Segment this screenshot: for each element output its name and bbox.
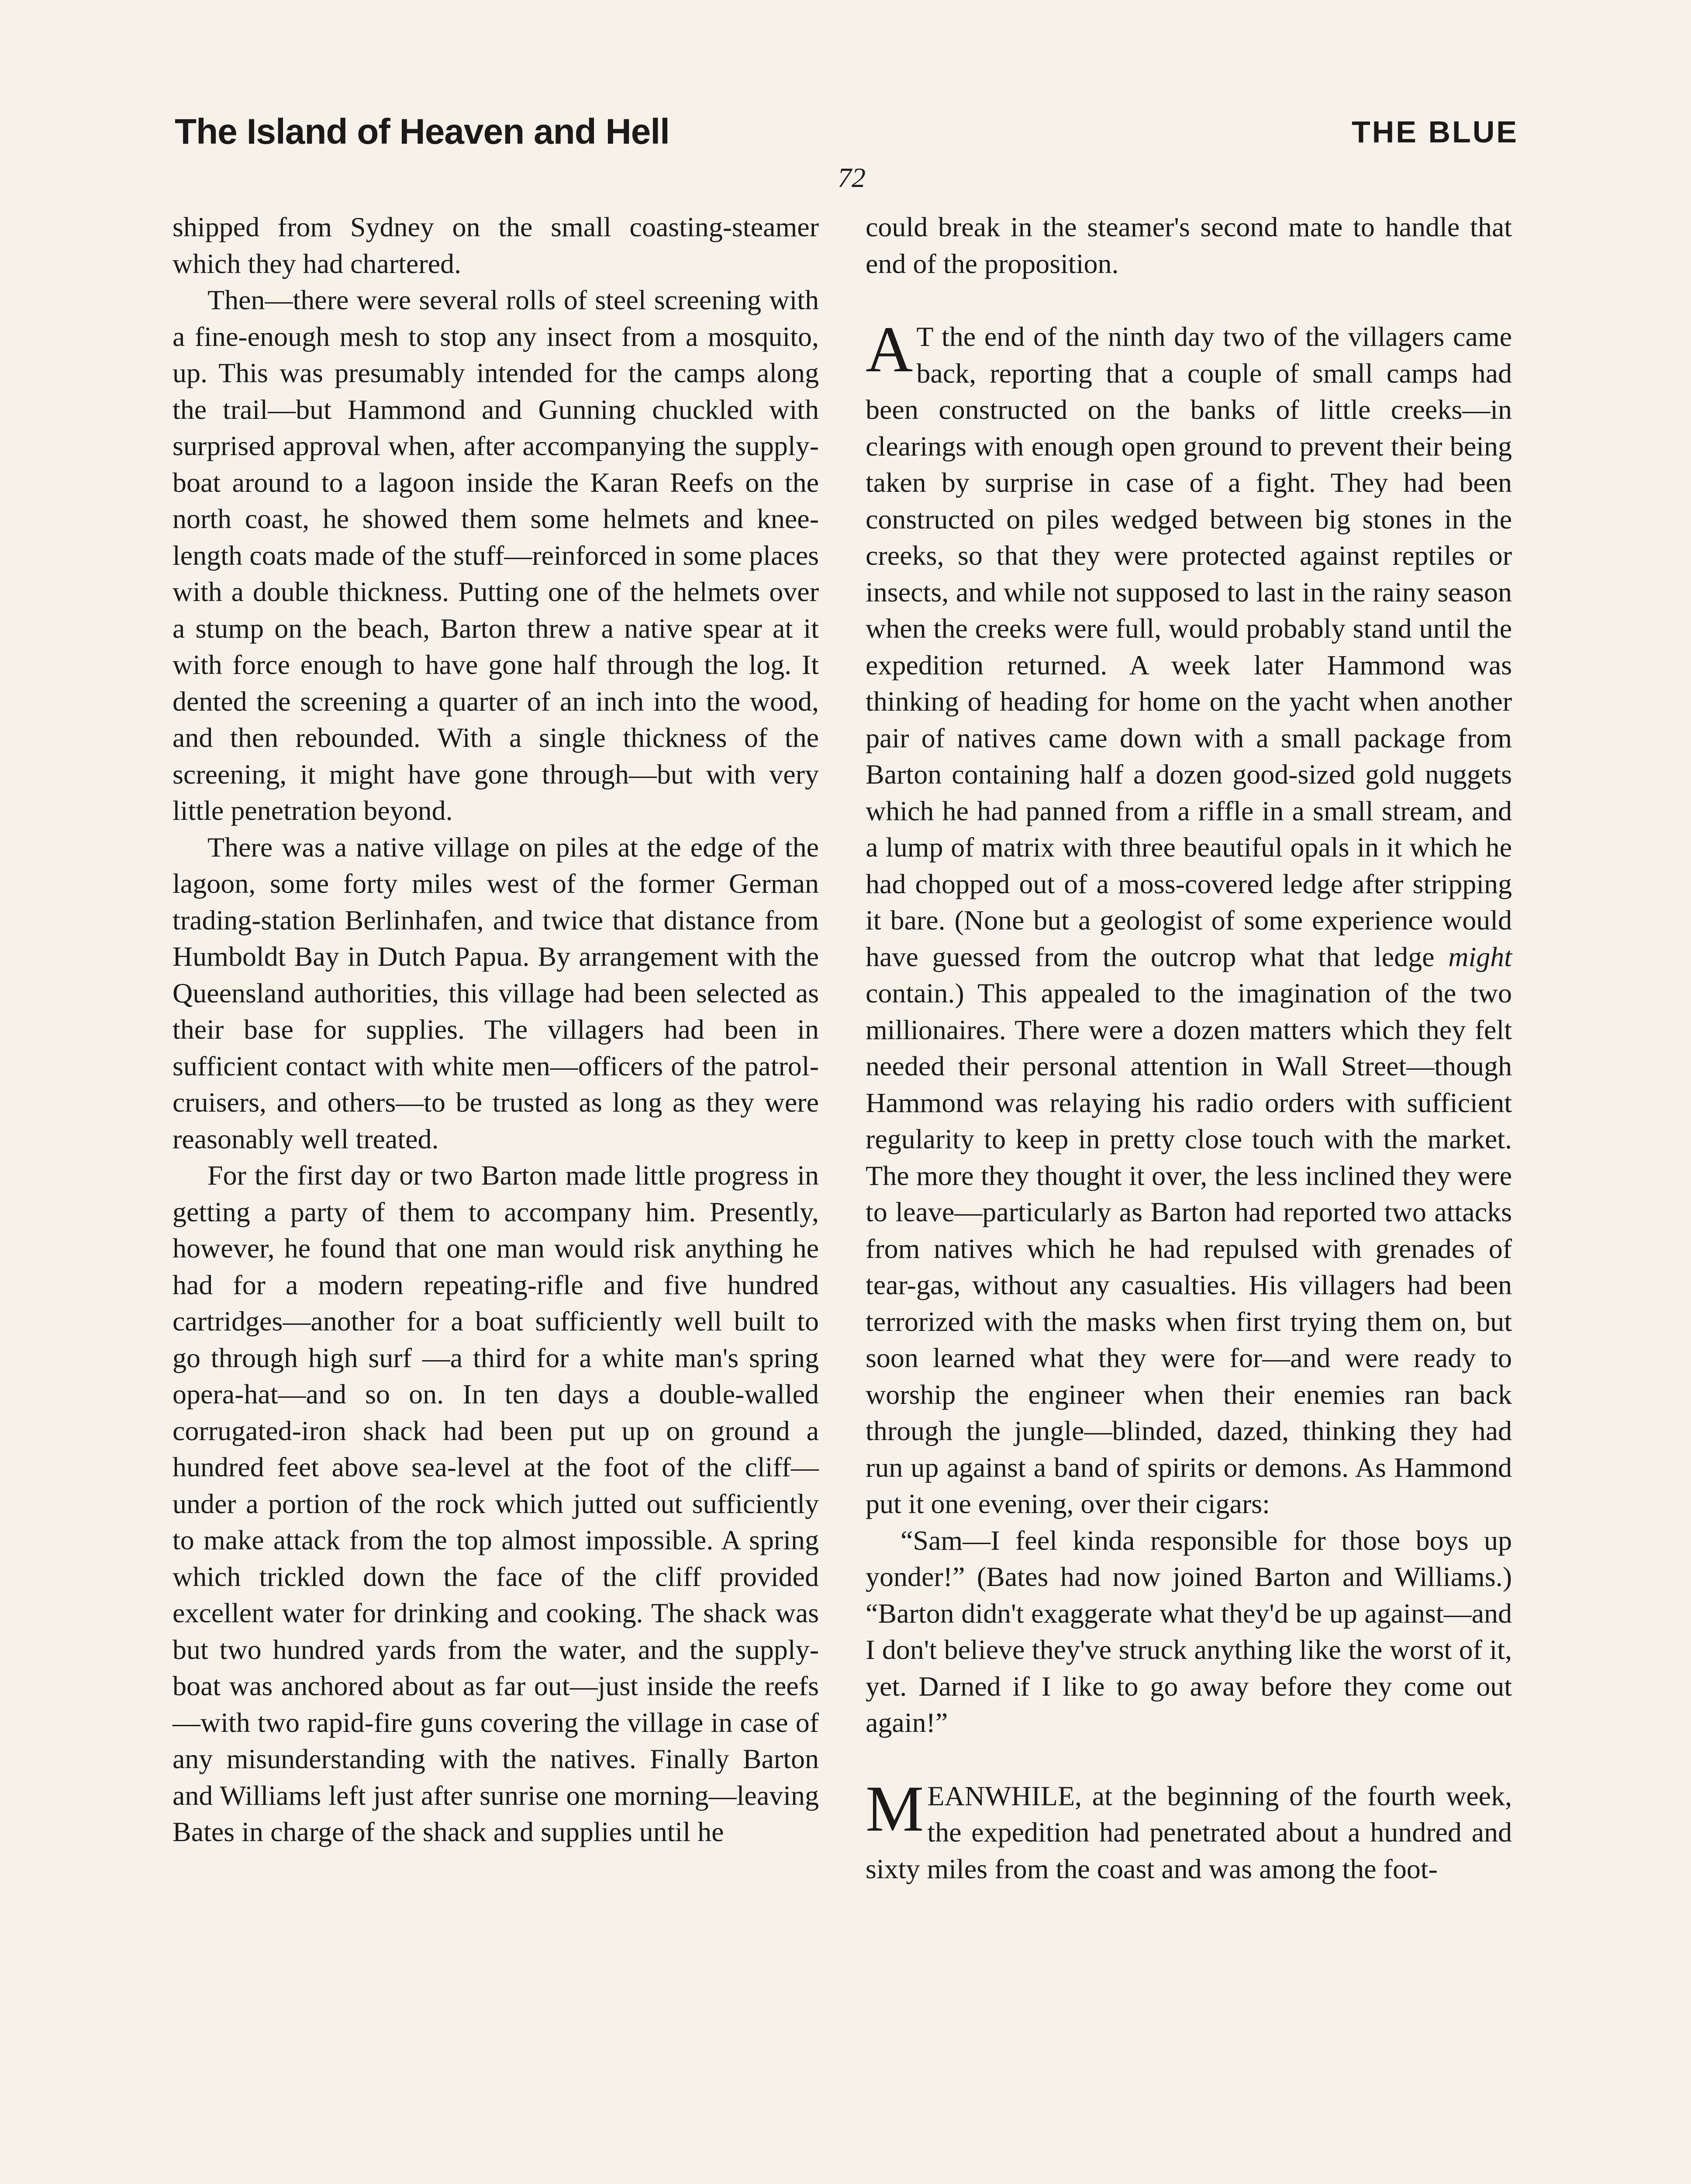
section-break xyxy=(866,282,1512,318)
paragraph: could break in the steamer's second mate to handle that end of the proposition. xyxy=(866,211,1512,279)
paragraph: Then—there were several rolls of steel screening with a fine-enough mesh to stop any insect from a mosquito, up. This was presumably intended for the camps along the trail—but Hammond and Gunning chuckled with surprised approval when, after accompanying the supply-boat around to a lagoon inside the Karan Reefs on the north coast, he showed them some helmets and knee-length coats made of the stuff—reinforced in some places with a double thickness. Putting one of the helmets over a stump on the beach, Barton threw a native spear at it with force enough to have gone half through the log. It dented the screening a quarter of an inch into the wood, and then rebounded. With a single thickness of the screening, it might have gone through—but with very little penetration beyond. xyxy=(173,284,819,826)
paragraph: shipped from Sydney on the small coasting-steamer which they had chartered. xyxy=(173,211,819,279)
right-column xyxy=(866,209,1512,1887)
article-title: The Island of Heaven and Hell xyxy=(175,112,669,152)
paragraph: “Sam—I feel kinda responsible for those boys up yonder!” (Bates had now joined Barton and Williams.) “Barton didn't exaggerate what they'd be up against—and I don't believe they've struck anything like the worst of it, yet. Darned if I like to go away before they come out again!” xyxy=(866,1524,1512,1738)
paragraph-text: contain.) This appealed to the imagination of the two millionaires. There were a dozen matters which they felt needed their personal attention in Wall Street—though Hammond was relaying his radio orders with sufficient regularity to keep in pretty close touch with the market. The more they thought it over, the less inclined they were to leave—particularly as Barton had reported two attacks from natives which he had repulsed with grenades of tear-gas, without any casualties. His villagers had been terrorized with the masks when first trying them on, but soon learned what they were for—and were ready to worship the engineer when their enemies ran back through the jungle—blinded, dazed, thinking they had run up against a band of spirits or demons. As Hammond put it one evening, over their cigars: xyxy=(866,978,1512,1519)
paragraph xyxy=(866,1772,1512,1887)
italic-word: might xyxy=(1448,941,1512,972)
left-column xyxy=(173,209,819,1850)
drop-cap: M xyxy=(866,1772,924,1845)
paragraph: There was a native village on piles at the edge of the lagoon, some forty miles west of the former German trading-station Berlinhafen, and twice that distance from Humboldt Bay in Dutch Papua. By arrangement with the Queensland authorities, this village had been selected as their base for supplies. The villagers had been in sufficient contact with white men—officers of the patrol-cruisers, and others—to be trusted as long as they were reasonably well treated. xyxy=(173,831,819,1154)
paragraph: For the first day or two Barton made little progress in getting a party of them to accompany him. Presently, however, he found that one man would risk anything he had for a modern repeating-rifle and five hundred cartridges—another for a boat sufficiently well built to go through high surf —a third for a white man's spring opera-hat—and so on. In ten days a double-walled corrugated-iron shack had been put up on ground a hundred feet above sea-level at the foot of the cliff—under a portion of the rock which jutted out sufficiently to make attack from the top almost impossible. A spring which trickled down the face of the cliff provided excellent water for drinking and cooking. The shack was but two hundred yards from the water, and the supply-boat was anchored about as far out—just inside the reefs—with two rapid-fire guns covering the village in case of any misunderstanding with the natives. Finally Barton and Williams left just after sunrise one morning—leaving Bates in charge of the shack and supplies until he xyxy=(173,1160,819,1847)
magazine-name: THE BLUE xyxy=(1352,115,1518,149)
paragraph-text: EANWHILE, at the beginning of the fourth week, the expedition had penetrated about a hundred and sixty miles from the coast and was among the foot- xyxy=(866,1780,1512,1884)
paragraph xyxy=(866,313,1512,1522)
page-number: 72 xyxy=(838,162,866,193)
section-break xyxy=(866,1741,1512,1778)
paragraph-text: T the end of the ninth day two of the villagers came back, reporting that a couple of small camps had been constructed on the banks of little creeks—in clearings with enough open ground to prevent their being taken by surprise in case of a fight. They had been constructed on piles wedged between big stones in the creeks, so that they were protected against reptiles or insects, and while not supposed to last in the rainy season when the creeks were full, would probably stand until the expedition returned. A week later Hammond was thinking of heading for home on the yacht when another pair of natives came down with a small package from Barton containing half a dozen good-sized gold nuggets which he had panned from a riffle in a small stream, and a lump of matrix with three beautiful opals in it which he had chopped out of a moss-covered ledge after stripping it bare. (None but a geologist of some experience would have guessed from the outcrop what that ledge xyxy=(866,321,1512,972)
drop-cap: A xyxy=(866,313,913,386)
